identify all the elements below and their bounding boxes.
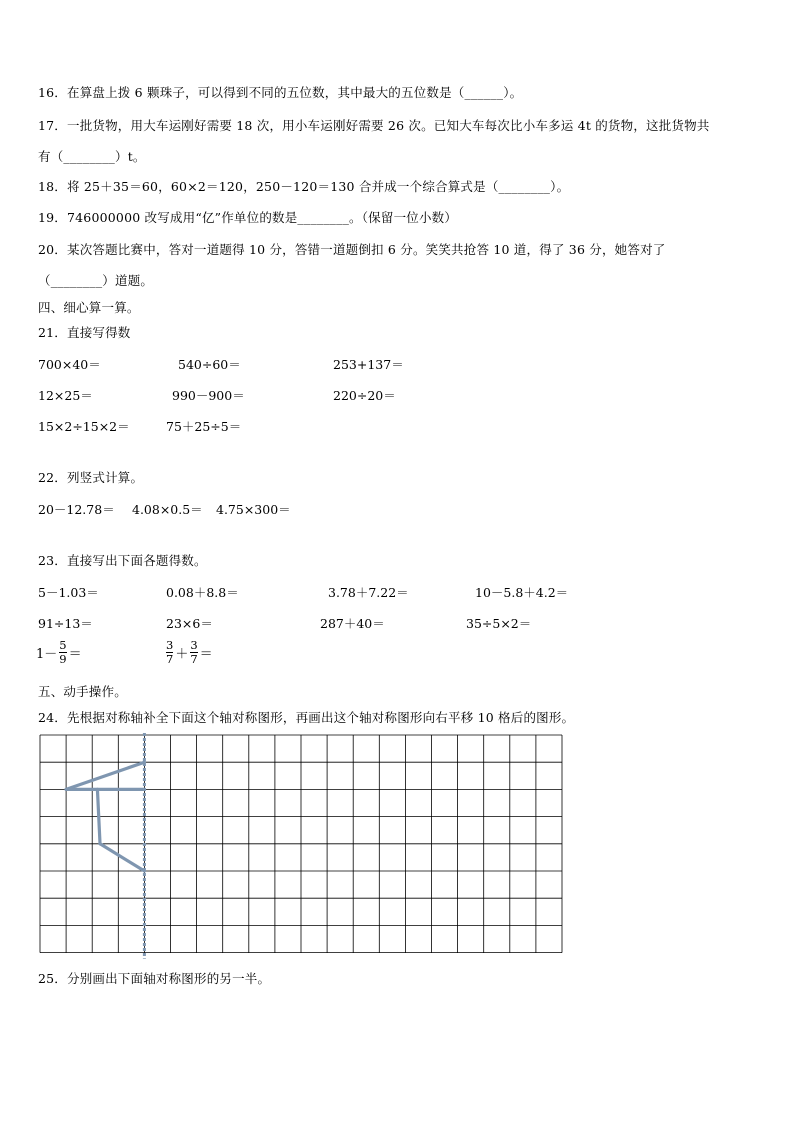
question-23-title: 23．直接写出下面各题得数。 — [38, 553, 207, 568]
q22-item: 4.75×300＝ — [216, 502, 291, 517]
q21-item: 15×2÷15×2＝ — [38, 419, 130, 434]
q23-item: 0.08＋8.8＝ — [166, 585, 239, 600]
fraction-denominator: 9 — [59, 652, 67, 666]
figure-segment — [97, 789, 100, 843]
q23-item: 91÷13＝ — [38, 616, 93, 631]
fraction-numerator: 3 — [190, 638, 198, 652]
figure-segment — [66, 762, 144, 789]
figure-segment — [100, 844, 144, 871]
question-19: 19．746000000 改写成用“亿”作单位的数是________。（保留一位小数） — [38, 210, 458, 225]
question-16: 16．在算盘上拨 6 颗珠子，可以得到不同的五位数，其中最大的五位数是（______）。 — [38, 85, 523, 100]
question-18: 18．将 25＋35＝60，60×2＝120，250－120＝130 合并成一个综合算式是（________）。 — [38, 179, 570, 194]
q23-item: 10－5.8＋4.2＝ — [475, 585, 569, 600]
question-21-title: 21．直接写得数 — [38, 325, 131, 340]
fraction-numerator: 5 — [59, 638, 67, 652]
fraction-numerator: 3 — [166, 638, 174, 652]
q21-item: 990－900＝ — [172, 388, 245, 403]
q21-item: 12×25＝ — [38, 388, 93, 403]
q23-item: 23×6＝ — [166, 616, 213, 631]
q21-item: 540÷60＝ — [178, 357, 241, 372]
question-17-line-2: 有（________）t。 — [38, 149, 146, 164]
q23-frac1-whole: 1－ — [36, 647, 58, 662]
q21-item: 253+137＝ — [333, 357, 404, 372]
fraction-denominator: 7 — [190, 652, 198, 666]
q23-item: 287＋40＝ — [320, 616, 385, 631]
q22-item: 4.08×0.5＝ — [132, 502, 203, 517]
q21-item: 75＋25÷5＝ — [166, 419, 242, 434]
question-25: 25．分别画出下面轴对称图形的另一半。 — [38, 971, 271, 986]
section-4-title: 四、细心算一算。 — [38, 300, 140, 315]
fraction-denominator: 7 — [166, 652, 174, 666]
q23-frac2-operator: ＋ — [175, 647, 189, 662]
question-24: 24．先根据对称轴补全下面这个轴对称图形，再画出这个轴对称图形向右平移 10 格后的图形。 — [38, 710, 575, 725]
q23-item: 35÷5×2＝ — [466, 616, 532, 631]
section-5-title: 五、动手操作。 — [38, 684, 127, 699]
question-20-line-1: 20．某次答题比赛中，答对一道题得 10 分，答错一道题倒扣 6 分。笑笑共抢答 10 道，得了 36 分，她答对了 — [38, 242, 666, 257]
q23-item: 3.78＋7.22＝ — [328, 585, 409, 600]
question-22-title: 22．列竖式计算。 — [38, 470, 144, 485]
q21-item: 220÷20＝ — [333, 388, 396, 403]
q23-frac2-equals: ＝ — [199, 647, 213, 662]
q21-item: 700×40＝ — [38, 357, 101, 372]
q23-frac1-equals: ＝ — [68, 647, 82, 662]
q22-item: 20－12.78＝ — [38, 502, 115, 517]
question-17-line-1: 17．一批货物，用大车运刚好需要 18 次，用小车运刚好需要 26 次。已知大车每次比小车多运 4t 的货物，这批货物共 — [38, 118, 710, 133]
question-20-line-2: （________）道题。 — [38, 273, 154, 288]
q23-item: 5－1.03＝ — [38, 585, 99, 600]
